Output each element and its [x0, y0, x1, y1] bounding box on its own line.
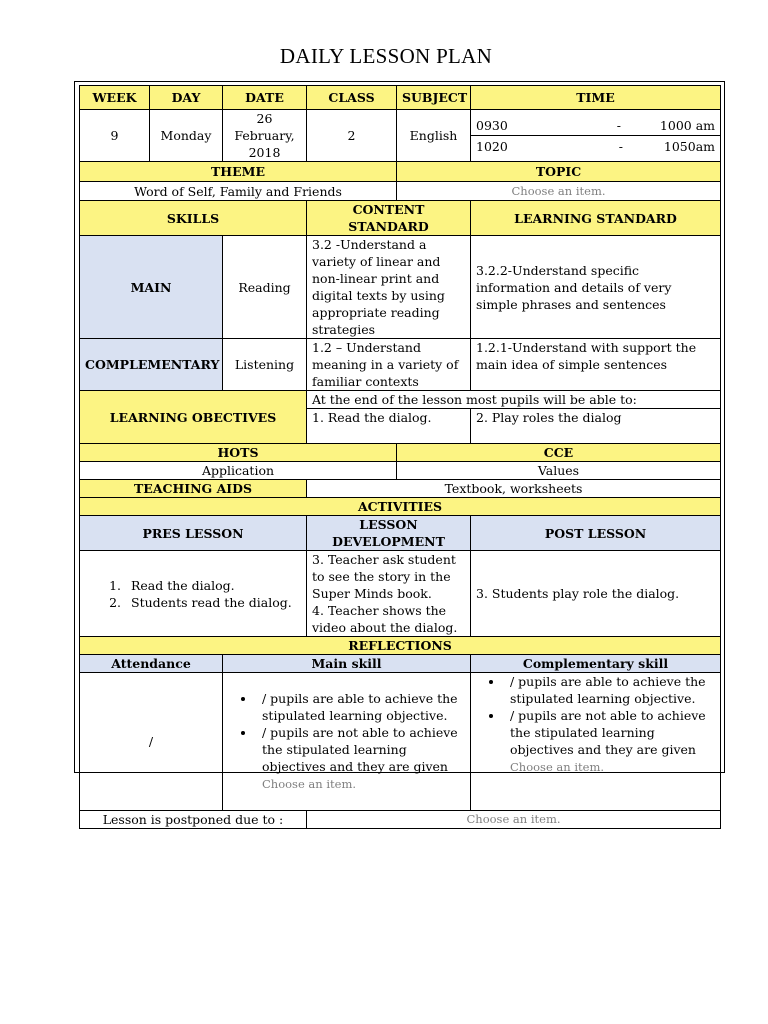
objective-item: 2. Play roles the dialog	[471, 409, 721, 444]
list-item: • / pupils are not able to achieve the stipulated learning objectives and they are given Choose an item.	[256, 724, 465, 793]
time-start: 1020	[476, 138, 508, 154]
complementary-skill-reflection	[471, 673, 721, 811]
subject-header: SUBJECT	[397, 86, 471, 110]
topic-header: TOPIC	[397, 162, 721, 182]
list-item: • / pupils are able to achieve the stipulated learning objective.	[504, 673, 715, 707]
time-slot-1	[471, 115, 720, 135]
list-item: 2. Students read the dialog.	[125, 594, 301, 611]
learning-objectives-label: LEARNING OBECTIVES	[80, 391, 307, 444]
list-item: • / pupils are able to achieve the stipulated learning objective.	[256, 690, 465, 724]
complementary-content-standard: 1.2 – Understand meaning in a variety of familiar contexts	[307, 339, 471, 391]
topic-dropdown[interactable]: Choose an item.	[397, 182, 721, 201]
main-skill-type: Reading	[223, 236, 307, 339]
time-header: TIME	[471, 86, 721, 110]
main-reflection-list	[228, 690, 465, 793]
postponed-dropdown[interactable]: Choose an item.	[307, 811, 721, 829]
hots-header: HOTS	[80, 444, 397, 462]
week-value: 9	[80, 110, 150, 162]
class-header: CLASS	[307, 86, 397, 110]
day-value: Monday	[150, 110, 223, 162]
teaching-aids-value: Textbook, worksheets	[307, 480, 721, 498]
date-header: DATE	[223, 86, 307, 110]
main-skill-label: MAIN	[80, 236, 223, 339]
lesson-plan-table	[79, 85, 721, 829]
postponed-label: Lesson is postponed due to :	[80, 811, 307, 829]
cce-value: Values	[397, 462, 721, 480]
main-skill-reflection	[223, 673, 471, 811]
class-value: 2	[307, 110, 397, 162]
complementary-skill-header: Complementary skill	[471, 655, 721, 673]
complementary-skill-type: Listening	[223, 339, 307, 391]
time-cell	[471, 110, 721, 162]
pre-lesson-list	[85, 577, 301, 611]
reflections-header: REFLECTIONS	[80, 637, 721, 655]
post-lesson-header: POST LESSON	[471, 516, 721, 551]
complementary-skill-label: COMPLEMENTARY	[80, 339, 223, 391]
post-lesson-activities: 3. Students play role the dialog.	[471, 551, 721, 637]
time-slot-2	[471, 135, 720, 156]
cce-header: CCE	[397, 444, 721, 462]
time-dash: -	[616, 117, 621, 133]
time-end: 1050am	[663, 138, 716, 154]
lesson-development-header: LESSON DEVELOPMENT	[307, 516, 471, 551]
objective-item: 1. Read the dialog.	[307, 409, 471, 444]
theme-value: Word of Self, Family and Friends	[80, 182, 397, 201]
pre-lesson-header: PRES LESSON	[80, 516, 307, 551]
list-item: • / pupils are not able to achieve the stipulated learning objectives and they are given Choose an item.	[504, 707, 715, 776]
main-learning-standard: 3.2.2-Understand specific information and details of very simple phrases and sentences	[471, 236, 721, 339]
time-dash: -	[618, 138, 623, 154]
lesson-development-activities	[307, 551, 471, 637]
day-header: DAY	[150, 86, 223, 110]
attendance-header: Attendance	[80, 655, 223, 673]
content-standard-header: CONTENT STANDARD	[307, 201, 471, 236]
list-item: 4. Teacher shows the video about the dialog.	[312, 603, 458, 635]
activities-header: ACTIVITIES	[80, 498, 721, 516]
main-skill-header: Main skill	[223, 655, 471, 673]
comp-reflection-list	[476, 673, 715, 776]
week-header: WEEK	[80, 86, 150, 110]
pre-lesson-activities	[80, 551, 307, 637]
date-value: 26 February, 2018	[223, 110, 307, 162]
time-start: 0930	[476, 117, 508, 133]
time-end: 1000 am	[659, 117, 716, 133]
list-item: 3. Teacher ask student to see the story in the Super Minds book.	[312, 552, 456, 601]
choose-item-dropdown[interactable]: Choose an item.	[510, 760, 604, 774]
choose-item-dropdown[interactable]: Choose an item.	[262, 777, 356, 791]
theme-header: THEME	[80, 162, 397, 182]
hots-value: Application	[80, 462, 397, 480]
teaching-aids-label: TEACHING AIDS	[80, 480, 307, 498]
complementary-learning-standard: 1.2.1-Understand with support the main idea of simple sentences	[471, 339, 721, 391]
page-title: DAILY LESSON PLAN	[279, 44, 493, 68]
main-content-standard: 3.2 -Understand a variety of linear and non-linear print and digital texts by using appropriate reading strategies	[307, 236, 471, 339]
learning-standard-header: LEARNING STANDARD	[471, 201, 721, 236]
attendance-value: /	[80, 673, 223, 811]
skills-header: SKILLS	[80, 201, 307, 236]
list-item: 1. Read the dialog.	[125, 577, 301, 594]
subject-value: English	[397, 110, 471, 162]
objectives-intro: At the end of the lesson most pupils will be able to:	[307, 391, 721, 409]
